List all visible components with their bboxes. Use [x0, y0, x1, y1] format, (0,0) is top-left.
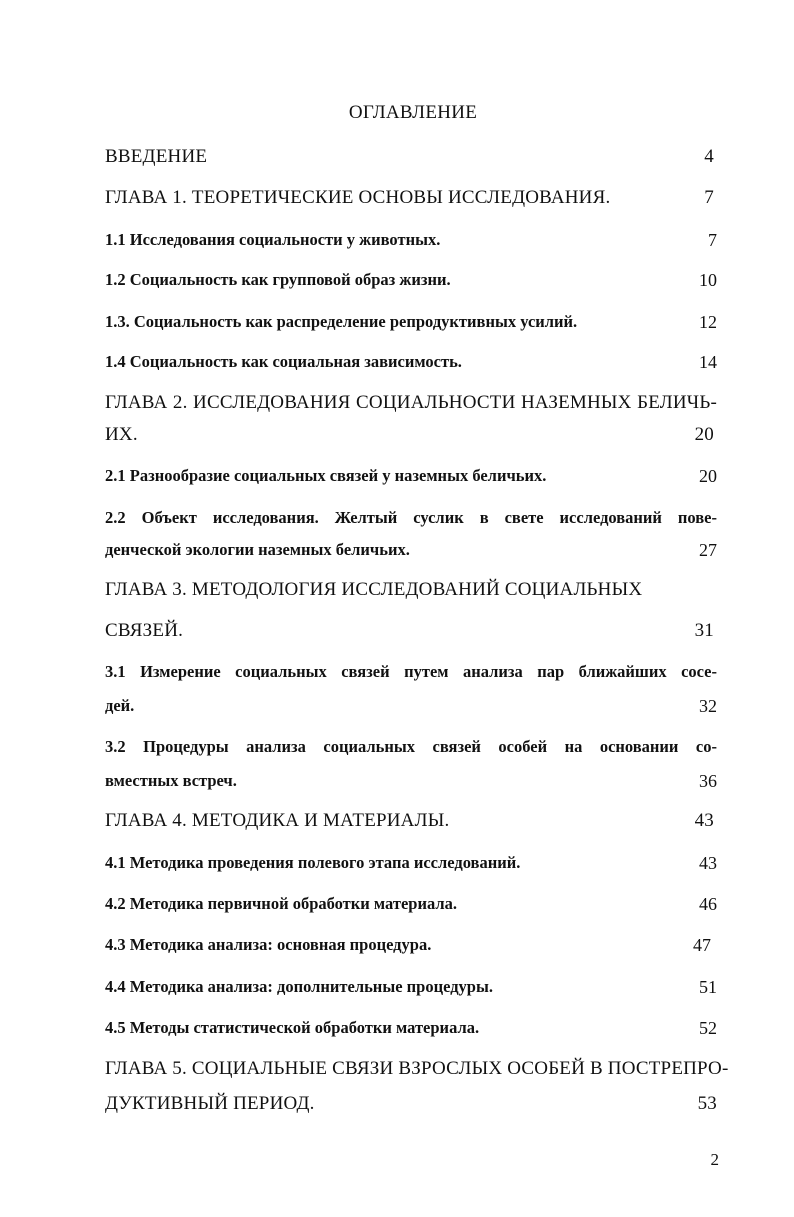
toc-entry-section-3-2	[105, 737, 717, 793]
toc-entry-section-3-1	[105, 662, 717, 718]
toc-entry-text: 2.2 Объект исследования. Желтый суслик в свете исследований пове-	[105, 508, 717, 527]
toc-title: ОГЛАВЛЕНИЕ	[348, 102, 478, 123]
toc-entry-page: 7	[708, 230, 717, 250]
toc-entry-page: 27	[699, 540, 717, 560]
toc-entry-text: ГЛАВА 5. СОЦИАЛЬНЫЕ СВЯЗИ ВЗРОСЛЫХ ОСОБЕЙ В ПОСТРЕПРО-	[105, 1058, 729, 1079]
toc-entry-section-4-1	[105, 853, 717, 877]
toc-entry-page: 43	[694, 810, 714, 831]
toc-entry-section-2-1	[105, 466, 717, 490]
toc-entry-page: 14	[699, 352, 717, 372]
toc-entry-text: 4.1 Методика проведения полевого этапа исследований.	[105, 853, 521, 872]
toc-entry-text: 4.5 Методы статистической обработки материала.	[105, 1018, 480, 1037]
toc-entry-text: 2.1 Разнообразие социальных связей у наземных беличьих.	[105, 466, 547, 485]
toc-entry-text: 1.4 Социальность как социальная зависимость.	[105, 352, 462, 371]
toc-entry-text-continued: вместных встреч.	[105, 771, 237, 790]
toc-entry-chapter-1	[105, 187, 717, 213]
toc-entry-page: 47	[693, 935, 711, 955]
toc-entry-page: 52	[699, 1018, 717, 1038]
toc-entry-section-1-3	[105, 312, 717, 336]
toc-entry-section-2-2	[105, 508, 717, 564]
toc-entry-text: 4.3 Методика анализа: основная процедура.	[105, 935, 432, 954]
toc-entry-text-continued: ДУКТИВНЫЙ ПЕРИОД.	[105, 1093, 315, 1114]
page-number: 2	[710, 1150, 719, 1169]
toc-entry-section-1-2	[105, 270, 717, 294]
toc-entry-text: 3.2 Процедуры анализа социальных связей особей на основании со-	[105, 737, 717, 756]
toc-entry-chapter-5	[105, 1058, 729, 1124]
toc-entry-page: 43	[699, 853, 717, 873]
toc-entry-text-continued: СВЯЗЕЙ.	[105, 620, 184, 641]
toc-entry-section-4-4	[105, 977, 717, 1001]
toc-entry-page: 53	[697, 1093, 717, 1114]
toc-entry-text-continued: дей.	[105, 696, 135, 715]
toc-entry-text: ГЛАВА 4. МЕТОДИКА И МАТЕРИАЛЫ.	[105, 810, 450, 831]
toc-entry-text: 4.2 Методика первичной обработки материала.	[105, 894, 458, 913]
toc-entry-page: 20	[699, 466, 717, 486]
toc-entry-page: 32	[699, 696, 717, 716]
toc-entry-text: 1.3. Социальность как распределение репродуктивных усилий.	[105, 312, 578, 331]
toc-entry-section-1-1	[105, 230, 717, 254]
toc-entry-text-continued: ИХ.	[105, 424, 138, 445]
toc-entry-chapter-4	[105, 810, 717, 836]
toc-entry-page: 10	[699, 270, 717, 290]
toc-entry-text: ВВЕДЕНИЕ	[105, 146, 208, 167]
toc-entry-page: 36	[699, 771, 717, 791]
toc-entry-text-continued: денческой экологии наземных беличьих.	[105, 540, 410, 559]
toc-entry-text: 1.2 Социальность как групповой образ жизни.	[105, 270, 451, 289]
toc-entry-page: 20	[694, 424, 714, 445]
toc-entry-text: ГЛАВА 1. ТЕОРЕТИЧЕСКИЕ ОСНОВЫ ИССЛЕДОВАНИЯ.	[105, 187, 611, 208]
toc-entry-section-4-2	[105, 894, 717, 918]
toc-entry-section-1-4	[105, 352, 717, 376]
toc-entry-text: 3.1 Измерение социальных связей путем анализа пар ближайших сосе-	[105, 662, 717, 681]
toc-entry-text: 1.1 Исследования социальности у животных.	[105, 230, 441, 249]
toc-entry-page: 7	[704, 187, 714, 208]
toc-entry-text: ГЛАВА 2. ИССЛЕДОВАНИЯ СОЦИАЛЬНОСТИ НАЗЕМНЫХ БЕЛИЧЬ-	[105, 392, 717, 413]
toc-entry-text: 4.4 Методика анализа: дополнительные процедуры.	[105, 977, 493, 996]
toc-entry-page: 46	[699, 894, 717, 914]
toc-entry-chapter-2	[105, 392, 717, 452]
toc-entry-introduction	[105, 146, 717, 172]
toc-entry-page: 12	[699, 312, 717, 332]
toc-entry-page: 4	[704, 146, 714, 167]
toc-entry-page: 31	[694, 620, 714, 641]
toc-entry-section-4-5	[105, 1018, 717, 1042]
toc-entry-text: ГЛАВА 3. МЕТОДОЛОГИЯ ИССЛЕДОВАНИЙ СОЦИАЛЬНЫХ	[105, 579, 643, 600]
toc-entry-section-4-3	[105, 935, 717, 959]
toc-entry-page: 51	[699, 977, 717, 997]
toc-entry-chapter-3	[105, 579, 717, 649]
